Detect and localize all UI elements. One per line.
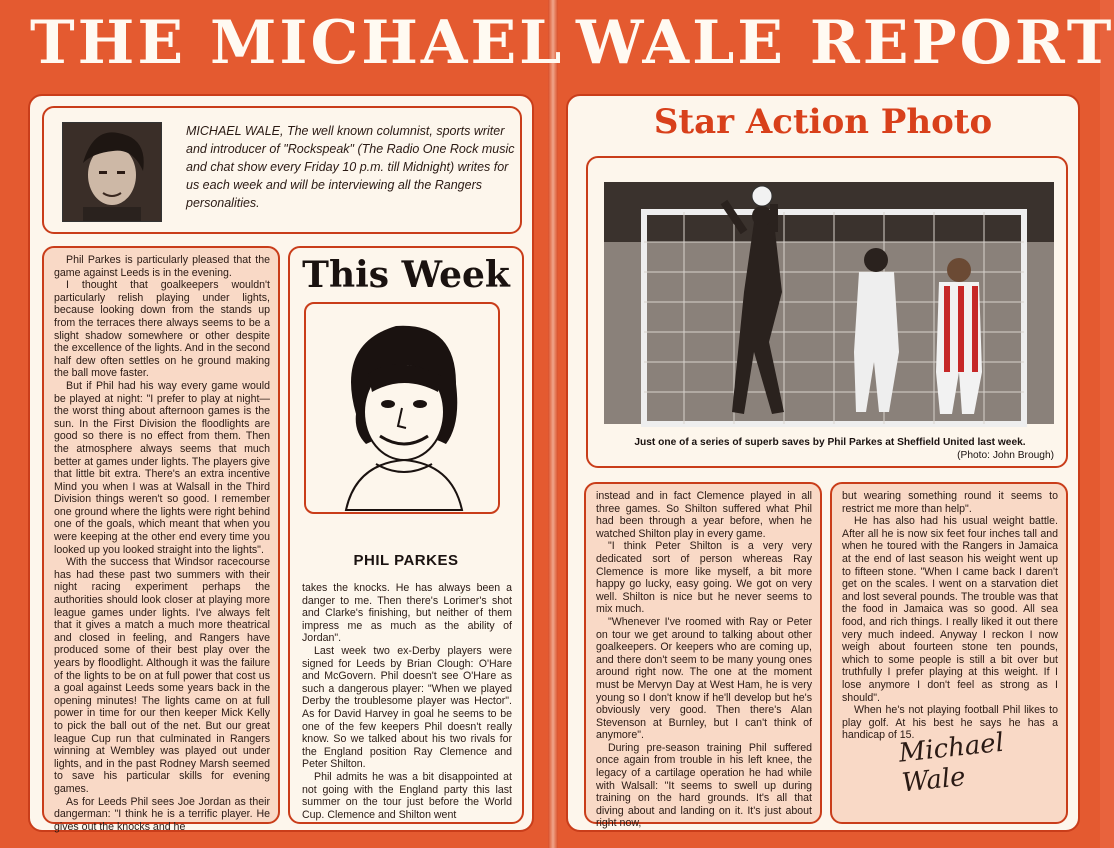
photo-credit: (Photo: John Brough) <box>957 450 1054 461</box>
author-signature: Michael Wale <box>897 727 1006 799</box>
article-column-4-text <box>842 490 1058 742</box>
paragraph: Phil Parkes is particularly pleased that the game against Leeds is in the evening. <box>54 254 270 279</box>
article-column-1 <box>42 246 280 833</box>
paragraph: Phil admits he was a bit disappointed at not going with the England party this last summer on the tour just before the World Cup. Clemence and Shilton went <box>302 770 512 821</box>
action-photo <box>604 182 1054 424</box>
article-column-4 <box>830 482 1068 824</box>
photo-caption: Just one of a series of superb saves by Phil Parkes at Sheffield United last week. <box>634 437 1026 448</box>
intro-text: MICHAEL WALE, The well known columnist, sports writer and introducer of "Rockspeak" (The Radio One Rock music and chat show every Friday 10 p.m. till Midnight) writes for us each week and will be interviewing all the Rangers personalities. <box>186 124 515 210</box>
paragraph: As for Leeds Phil sees Joe Jordan as their dangerman: "I think he is a terrific player. He gives out the knocks and he <box>54 795 270 833</box>
paragraph: But if Phil had his way every game would be played at night: "I prefer to play at night—the worst thing about afternoon games is the sun. In the First Division the floodlights are good so there is no effect from them. Then the atmosphere always seems that much better at games under lights. The players give that little bit extra. There's an extra incentive Mind you when I was at Walsall in the Third Division things weren't so good. I remember one ground where the lights were right behind one of the goals, which meant that when you were keeping at the other end every time you looked up you looked straight into the lights". <box>54 379 270 556</box>
this-week-heading: This Week <box>302 254 510 296</box>
paragraph: Last week two ex-Derby players were signed for Leeds by Brian Clough: O'Hare and McGovern. Phil doesn't see O'Hare as such a dangerous player: "When we played Derby the troublesome player was Hector". As for David Harvey in goal he seems to be one of the few keepers Phil doesn't really know. So we talked about his two rivals for the England position Ray Clemence and Peter Shilton. <box>302 644 512 771</box>
left-page-panel <box>28 94 534 832</box>
article-column-3 <box>584 482 822 830</box>
player-portrait <box>304 302 500 514</box>
paragraph: I thought that goalkeepers wouldn't particularly relish playing under lights, because looking down from the stands up from the terraces there always seems to be a slight shadow somewhere or other despite the excellence of the lights. And in the second half dew often settles on he ground making the ball move faster. <box>54 279 270 380</box>
article-column-1-text <box>54 254 270 833</box>
page-gutter <box>548 0 558 848</box>
paragraph: "I think Peter Shilton is a very very dedicated sort of person whereas Ray Clemence is more like myself, a bit more happy go lucky, easy going. We got on very well. Shilton is nice but he never seems to mix much. <box>596 540 812 616</box>
paragraph: During pre-season training Phil suffered once again from trouble in his left knee, the legacy of a cartilage operation he had while with Walsall: "It seems to swell up during training on the hard grounds. It's all that diving about and landing on it. It's just about right now, <box>596 741 812 830</box>
paragraph: With the success that Windsor racecourse has had these past two summers with their night racing experiment perhaps the authorities should look closer at playing more league games under lights. I've always felt that it gives a match a much more theatrical and closed in feeling, and Rangers have produced some of their best play over the years by floodlight. Although it was the failure of the lights to be on at full power that cost us a goal against Leeds some years back in the opening minutes! The lights came on at full power in time for our then keeper Mick Kelly to pick the ball out of the net. But our great league Cup run that culminated in Rangers winning at Wembley was played out under lights, and in the past Rodney Marsh seemed to save his particular skills for evening games. <box>54 556 270 795</box>
star-action-photo-heading: Star Action Photo <box>653 102 993 142</box>
report-title-right: WALE REPORT <box>576 8 1114 78</box>
paragraph: He has also had his usual weight battle. After all he is now six feet four inches tall and when he toured with the Rangers in Jamaica at the end of last season his weight went up to fifteen stone. "When I came back I daren't get on the scales. I went on a starvation diet and lost several pounds. The trouble was that the food in Jamaica was so good. All sea food, and rich things. I really liked it out there very much indeed. Anyway I reckon I now weigh about fourteen stone ten pounds, which to some people is still a bit over but truthfully I prefer playing at this weight. If I lose anymore I don't feel as strong as I should". <box>842 515 1058 704</box>
paragraph: takes the knocks. He has always been a danger to me. Then there's Lorimer's shot and Clarke's finishing, but neither of them impress me as much as the ability of Jordan". <box>302 582 512 645</box>
right-page-panel <box>566 94 1080 832</box>
intro-box <box>42 106 522 234</box>
paragraph: instead and in fact Clemence played in all three games. So Shilton suffered what Phil had been through a year before, when he watched Shilton play in every game. <box>596 490 812 540</box>
player-name: PHIL PARKES <box>353 552 459 569</box>
paragraph: but wearing something round it seems to restrict me more than help". <box>842 490 1058 515</box>
author-photo <box>62 122 162 222</box>
photo-box <box>586 156 1068 468</box>
article-column-3-text <box>596 490 812 830</box>
paragraph: When he's not playing football Phil likes to play golf. At his best he says he has a handicap of 15. <box>842 704 1058 742</box>
this-week-box <box>288 246 524 824</box>
article-column-2-text <box>302 582 512 821</box>
report-title-left: THE MICHAEL <box>30 8 565 78</box>
paragraph: "Whenever I've roomed with Ray or Peter on tour we get around to talking about other goalkeepers. Or keepers who are coming up, and there don't seem to be many young ones around right now. The one at the moment must be Mervyn Day at West Ham, he is very young so I don't know if he'll develop but he's obviously very good. Then there's Alan Stevenson at Burnley, but I can't think of anymore". <box>596 615 812 742</box>
goal-save-image <box>604 182 1054 424</box>
author-face-image <box>63 123 161 221</box>
player-caricature-image <box>306 304 498 512</box>
